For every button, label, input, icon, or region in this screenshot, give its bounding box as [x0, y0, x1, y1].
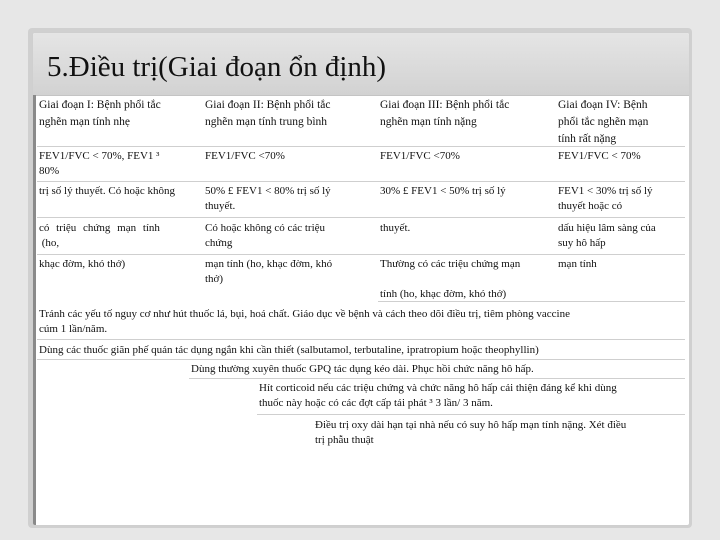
- header-line: nghẽn mạn tính trung bình: [205, 116, 328, 128]
- treatment-divider: [257, 414, 685, 415]
- cell-line: thuyết hoặc có: [558, 200, 623, 212]
- cell-line: (ho,: [39, 237, 60, 249]
- table-cell: [39, 257, 125, 272]
- cell-line: Có hoặc không có các triệu: [205, 222, 326, 234]
- treatment-step-2: [39, 343, 539, 358]
- table-divider: [378, 301, 685, 302]
- treatment-line: thuốc này hoặc có các đợt cấp tái phát ³ 3 lần/ 3 năm.: [259, 397, 493, 409]
- header-line: Giai đoạn II: Bệnh phổi tắc: [205, 99, 331, 111]
- cell-line: mạn tính (ho, khạc đờm, khó: [205, 258, 333, 270]
- header-line: Giai đoạn IV: Bệnh: [558, 99, 648, 111]
- treatment-line: trị phẫu thuật: [315, 434, 374, 446]
- treatment-step-4: [259, 381, 617, 411]
- table-cell: [558, 184, 653, 214]
- cell-line: FEV1/FVC < 70%: [558, 150, 641, 162]
- table-cell: [558, 257, 597, 272]
- cell-line: tính (ho, khạc đờm, khó thở): [380, 288, 507, 300]
- cell-line: trị số lý thuyết. Có hoặc không: [39, 185, 175, 197]
- cell-line: thuyết.: [380, 222, 411, 234]
- table-cell: [558, 221, 656, 251]
- title-bar: [33, 33, 689, 96]
- treatment-line: Hít corticoid nếu các triệu chứng và chức năng hô hấp cải thiện đáng kể khi dùng: [259, 382, 617, 394]
- slide: [32, 32, 690, 526]
- header-line: nghẽn mạn tính nặng: [380, 116, 477, 128]
- cell-line: 30% £ FEV1 < 50% trị số lý: [380, 185, 506, 197]
- table-cell: [39, 221, 160, 251]
- treatment-line: cúm 1 lần/năm.: [39, 323, 108, 335]
- cell-line: suy hô hấp: [558, 237, 606, 249]
- treatment-divider: [37, 339, 685, 340]
- treatment-line: Tránh các yếu tố nguy cơ như hút thuốc lá, bụi, hoá chất. Giáo dục về bệnh và cách theo dõi điều trị, tiêm phòng vaccine: [39, 308, 570, 320]
- table-cell: [205, 221, 325, 251]
- cell-line: FEV1/FVC < 70%, FEV1 ³: [39, 150, 160, 162]
- treatment-line: Điều trị oxy dài hạn tại nhà nếu có suy hô hấp mạn tính nặng. Xét điều: [315, 419, 627, 431]
- table-divider: [37, 181, 685, 182]
- treatment-divider: [37, 359, 685, 360]
- cell-line: thuyết.: [205, 200, 236, 212]
- cell-line: FEV1 < 30% trị số lý: [558, 185, 653, 197]
- treatment-divider: [189, 378, 685, 379]
- cell-line: [380, 272, 520, 287]
- table-divider: [37, 254, 685, 255]
- table-divider: [37, 146, 685, 147]
- header-line: tính rất nặng: [558, 133, 617, 145]
- table-cell: [205, 257, 332, 287]
- header-line: nghẽn mạn tính nhẹ: [39, 116, 131, 128]
- table-cell: [380, 184, 506, 199]
- cell-line: chứng: [205, 237, 233, 249]
- header-line: phổi tắc nghẽn mạn: [558, 116, 649, 128]
- cell-line: khạc đờm, khó thở): [39, 258, 126, 270]
- stage-4-header: [558, 97, 648, 148]
- cell-line: Thường có các triệu chứng mạn: [380, 258, 521, 270]
- table-cell: [205, 184, 331, 214]
- slide-title: 5.Điều trị(Giai đoạn ổn định): [47, 51, 387, 83]
- cell-line: FEV1/FVC <70%: [380, 150, 460, 162]
- treatment-step-5: [315, 418, 626, 448]
- cell-line: FEV1/FVC <70%: [205, 150, 285, 162]
- cell-line: thở): [205, 273, 224, 285]
- table-cell: [39, 149, 159, 179]
- cell-line: mạn tính: [558, 258, 597, 270]
- cell-line: 50% £ FEV1 < 80% trị số lý: [205, 185, 331, 197]
- treatment-line: Dùng các thuốc giãn phế quản tác dụng ngắn khi cần thiết (salbutamol, terbutaline, ipratropium hoặc theophyllin): [39, 344, 539, 356]
- cell-line: có triệu chứng mạn tính: [39, 222, 160, 234]
- stage-3-header: [380, 97, 509, 131]
- stage-2-header: [205, 97, 331, 131]
- table-cell: [39, 184, 175, 199]
- table-cell: [380, 257, 520, 302]
- treatment-step-3: [191, 362, 534, 377]
- cell-line: dấu hiệu lâm sàng của: [558, 222, 656, 234]
- stage-1-header: [39, 97, 161, 131]
- table-cell: [380, 149, 460, 164]
- treatment-step-1: [39, 307, 570, 337]
- left-accent-rule: [33, 95, 36, 525]
- header-line: Giai đoạn I: Bệnh phổi tắc: [39, 99, 161, 111]
- table-divider: [37, 217, 685, 218]
- cell-line: 80%: [39, 165, 60, 177]
- table-cell: [380, 221, 410, 236]
- table-cell: [558, 149, 641, 164]
- treatment-line: Dùng thường xuyên thuốc GPQ tác dụng kéo dài. Phục hồi chức năng hô hấp.: [191, 363, 534, 375]
- table-cell: [205, 149, 285, 164]
- header-line: Giai đoạn III: Bệnh phổi tắc: [380, 99, 510, 111]
